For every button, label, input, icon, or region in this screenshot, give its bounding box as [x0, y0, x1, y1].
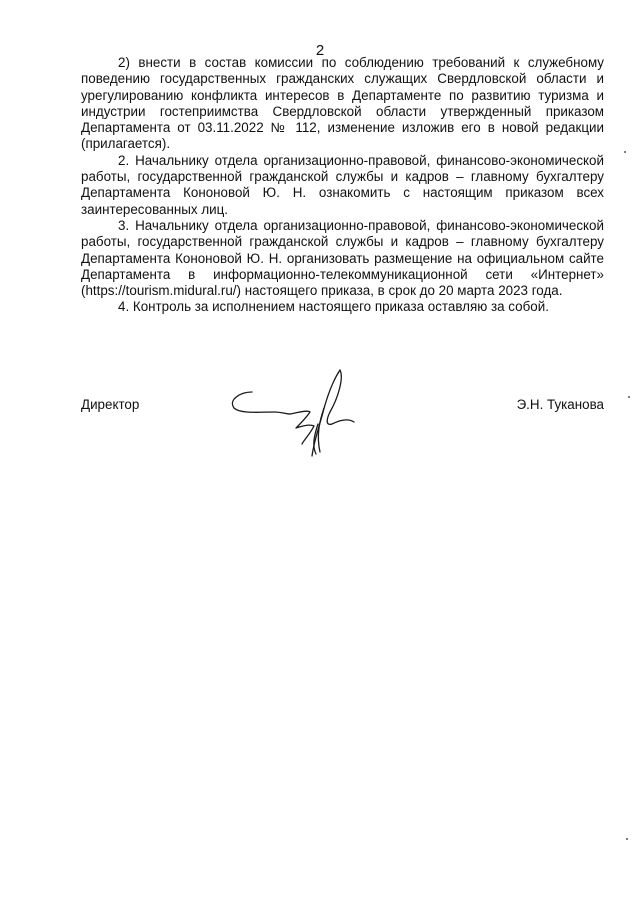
paragraph-4-control: 4. Контроль за исполнением настоящего приказа оставляю за собой. — [118, 299, 549, 315]
page-number: 2 — [315, 42, 325, 59]
paragraph-2-familiarize: 2. Начальнику отдела организационно-правовой, финансово-экономической работы, государственной гражданской службы и кадров – главному бухгалтеру Департамента Кононовой Ю. Н. ознакомить с настоящим приказом всех заинтересованных лиц. — [81, 152, 604, 217]
signatory-name: Э.Н. Туканова — [516, 397, 604, 412]
paragraph-3-publish: 3. Начальнику отдела организационно-правовой, финансово-экономической работы, государственной гражданской службы и кадров – главному бухгалтеру Департамента Кононовой Ю. Н. организовать размещение на официальном сайте Департамента в информационно-телекоммуникационной сети «Интернет» (https://tourism.midural.ru/) настоящего приказа, в срок до 20 марта 2023 года. — [81, 217, 604, 299]
scan-speck — [626, 838, 628, 840]
scan-speck — [628, 396, 630, 398]
document-body — [81, 55, 604, 316]
scan-speck — [624, 151, 626, 153]
paragraph-item-2-amendment: 2) внести в состав комиссии по соблюдению требований к служебному поведению государственных гражданских служащих Свердловской области и урегулированию конфликта интересов в Департаменте по развитию туризма и индустрии гостеприимства Свердловской области утвержденный приказом Департамента от 03.11.2022 № 112, изменение изложив его в новой редакции (прилагается). — [81, 55, 604, 152]
signatory-title: Директор — [81, 397, 140, 412]
handwritten-signature — [222, 368, 362, 458]
